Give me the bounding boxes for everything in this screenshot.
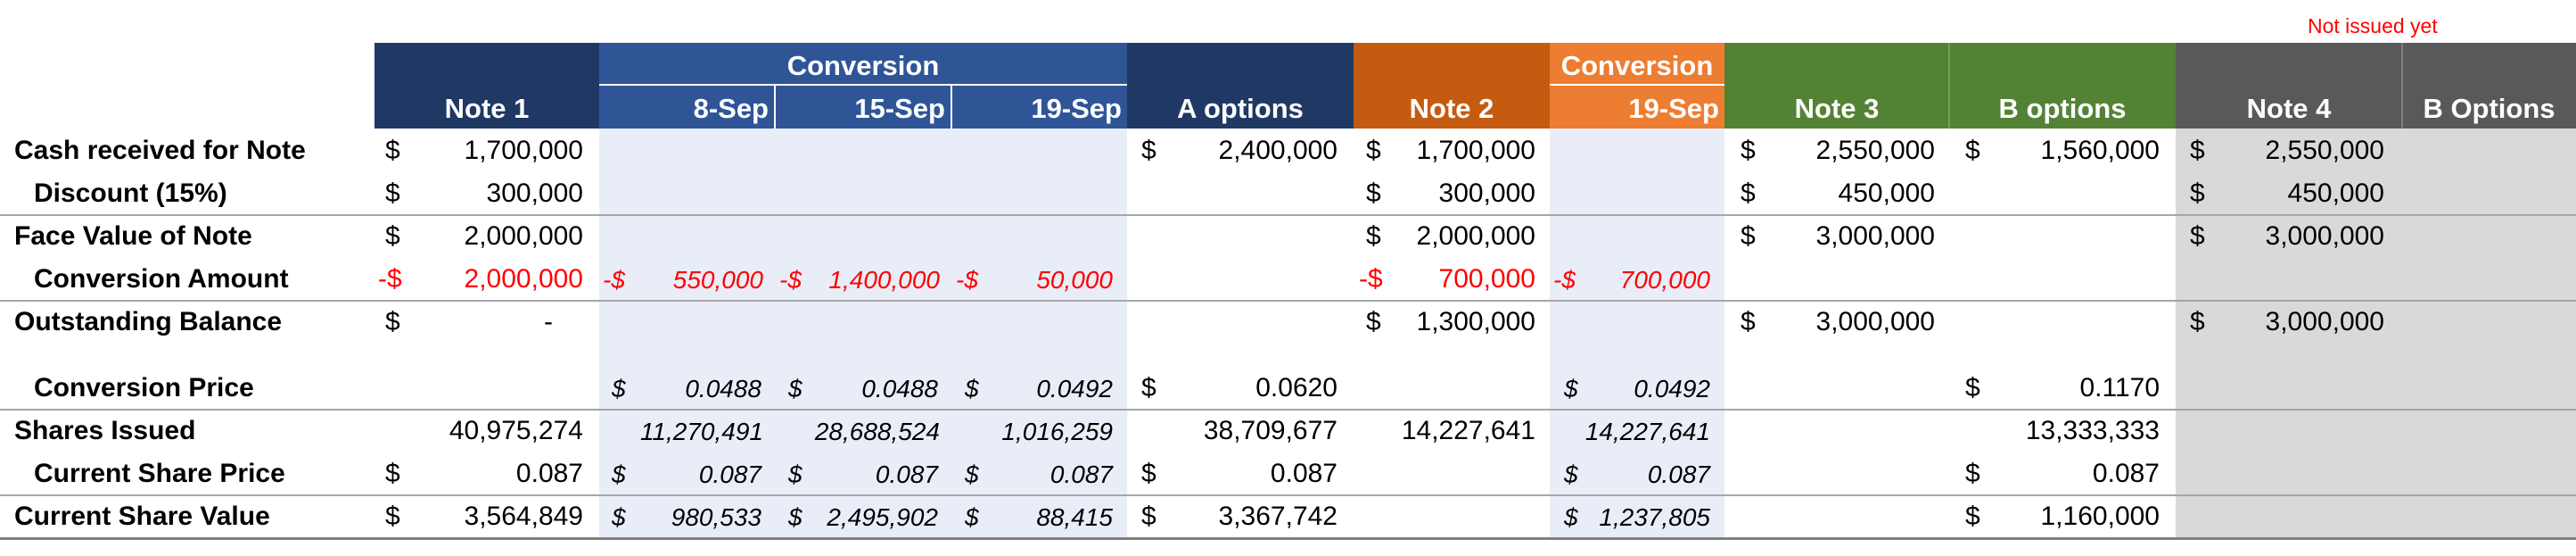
cell-conv-amount-19-sep-b: -$ 700,000 [1553, 266, 1710, 294]
cell-conv-price-8-sep: $ 0.0488 [612, 375, 761, 402]
col-header-b-options: B options [1998, 93, 2127, 124]
conversion2-header-divider [1550, 84, 1724, 86]
conversion1-header-divider [599, 84, 1127, 86]
cell-cash-note4: $ 2,550,000 [2190, 136, 2384, 165]
cell-conv-amount-19-sep-a: -$ 50,000 [956, 266, 1113, 294]
cell-conv-price-19-sep-b: $ 0.0492 [1564, 375, 1710, 402]
cell-conv-amount-note2: -$ 700,000 [1359, 264, 1535, 294]
not-issued-notice: Not issued yet [2308, 14, 2438, 37]
cell-shares-19-sep-a: 1,016,259 [1001, 418, 1113, 445]
row-label-shares-issued: Shares Issued [14, 416, 196, 445]
cell-shares-note1: 40,975,274 [449, 416, 583, 445]
row-divider-1 [0, 214, 2576, 216]
col-header-8-sep: 8-Sep [693, 93, 769, 124]
row-label-conversion-amount: Conversion Amount [34, 264, 289, 294]
cell-price-b-options: $ 0.087 [1965, 459, 2160, 488]
cell-cash-note1: $ 1,700,000 [385, 136, 583, 165]
cell-outstanding-note2: $ 1,300,000 [1366, 307, 1535, 336]
col-header-b-options-2: B Options [2423, 93, 2555, 124]
col-header-19-sep-b: 19-Sep [1628, 93, 1719, 124]
cell-conv-amount-15-sep: -$ 1,400,000 [779, 266, 940, 294]
cell-shares-b-options: 13,333,333 [2025, 416, 2160, 445]
col-header-note4: Note 4 [2246, 93, 2332, 124]
cell-cash-note2: $ 1,700,000 [1366, 136, 1535, 165]
cell-price-19-sep-a: $ 0.087 [965, 461, 1113, 488]
cell-conv-price-15-sep: $ 0.0488 [788, 375, 938, 402]
cell-cash-note3: $ 2,550,000 [1741, 136, 1935, 165]
row-label-discount: Discount (15%) [34, 178, 227, 208]
cell-face-note3: $ 3,000,000 [1741, 221, 1935, 251]
cell-face-note2: $ 2,000,000 [1366, 221, 1535, 251]
cell-value-8-sep: $ 980,533 [612, 503, 761, 531]
cell-outstanding-note3: $ 3,000,000 [1741, 307, 1935, 336]
col-header-19-sep-a: 19-Sep [1031, 93, 1122, 124]
cell-shares-19-sep-b: 14,227,641 [1584, 418, 1710, 445]
cell-discount-note1: $ 300,000 [385, 178, 583, 208]
cell-shares-note2: 14,227,641 [1401, 416, 1535, 445]
cell-face-note4: $ 3,000,000 [2190, 221, 2384, 251]
cell-price-19-sep-b: $ 0.087 [1564, 461, 1710, 488]
cell-shares-15-sep: 28,688,524 [814, 418, 940, 445]
cell-discount-note3: $ 450,000 [1741, 178, 1935, 208]
cell-conv-price-19-sep-a: $ 0.0492 [965, 375, 1113, 402]
cell-value-b-options: $ 1,160,000 [1965, 502, 2160, 531]
cell-shares-8-sep: 11,270,491 [639, 418, 763, 445]
row-label-face-value: Face Value of Note [14, 221, 252, 251]
row-label-current-share-value: Current Share Value [14, 502, 270, 531]
cell-shares-a-options: 38,709,677 [1203, 416, 1337, 445]
cell-conv-price-a-options: $ 0.0620 [1141, 373, 1337, 402]
cell-outstanding-note4: $ 3,000,000 [2190, 307, 2384, 336]
row-label-outstanding-balance: Outstanding Balance [14, 307, 283, 336]
cell-conv-price-b-options: $ 0.1170 [1965, 373, 2160, 402]
col-header-note2: Note 2 [1409, 93, 1494, 124]
cell-value-a-options: $ 3,367,742 [1141, 502, 1337, 531]
cell-discount-note4: $ 450,000 [2190, 178, 2384, 208]
cell-discount-note2: $ 300,000 [1366, 178, 1535, 208]
cell-price-a-options: $ 0.087 [1141, 459, 1337, 488]
col-header-note1: Note 1 [444, 93, 530, 124]
cell-price-note1: $ 0.087 [385, 459, 583, 488]
row-label-conversion-price: Conversion Price [34, 373, 254, 402]
cell-conv-amount-note1: -$ 2,000,000 [378, 264, 583, 294]
cell-value-19-sep-b: $ 1,237,805 [1564, 503, 1710, 531]
col-header-a-options: A options [1177, 93, 1304, 124]
cell-price-8-sep: $ 0.087 [612, 461, 761, 488]
conversion-group-header-2: Conversion [1560, 50, 1714, 81]
cell-value-19-sep-a: $ 88,415 [965, 503, 1113, 531]
row-divider-4 [0, 494, 2576, 496]
cell-cash-b-options: $ 1,560,000 [1965, 136, 2160, 165]
conversion-group-header-1: Conversion [786, 50, 940, 81]
row-label-current-share-price: Current Share Price [34, 459, 285, 488]
table-bottom-border [0, 537, 2576, 540]
cell-cash-a-options: $ 2,400,000 [1141, 136, 1337, 165]
cell-value-note1: $ 3,564,849 [385, 502, 583, 531]
row-divider-2 [0, 300, 2576, 302]
cell-outstanding-note1: $ - [385, 307, 553, 336]
cell-price-15-sep: $ 0.087 [788, 461, 938, 488]
col-header-note3: Note 3 [1794, 93, 1880, 124]
row-divider-3 [0, 409, 2576, 411]
cell-face-note1: $ 2,000,000 [385, 221, 583, 251]
cell-conv-amount-8-sep: -$ 550,000 [603, 266, 763, 294]
row-label-cash-received: Cash received for Note [14, 136, 306, 165]
col-header-15-sep: 15-Sep [854, 93, 945, 124]
cell-value-15-sep: $ 2,495,902 [788, 503, 938, 531]
